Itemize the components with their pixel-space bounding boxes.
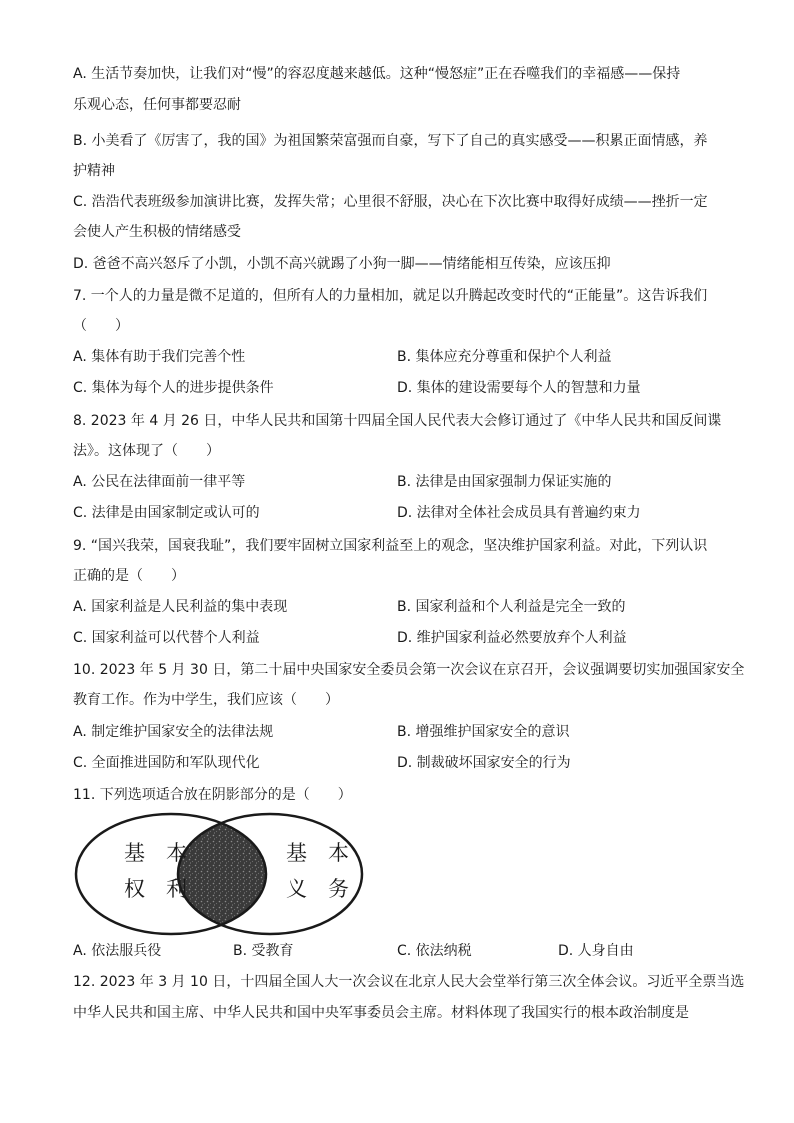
- q10-option-d: D. 制裁破坏国家安全的行为: [397, 755, 571, 771]
- q7-option-b: B. 集体应充分尊重和保护个人利益: [397, 349, 612, 365]
- q10-stem-line1: 10. 2023 年 5 月 30 日，第二十届中央国家安全委员会第一次会议在京召开，会议强调要切实加强国家安全: [73, 662, 745, 678]
- q8-option-a: A. 公民在法律面前一律平等: [73, 474, 246, 490]
- q11-option-c: C. 依法纳税: [397, 943, 472, 959]
- q6-option-b-line1: B. 小美看了《厉害了，我的国》为祖国繁荣富强而自豪，写下了自己的真实感受——积累正面情感，养: [73, 133, 708, 149]
- q7-stem-line1: 7. 一个人的力量是微不足道的，但所有人的力量相加，就足以升腾起改变时代的“正能量”。这告诉我们: [73, 288, 708, 304]
- q11-option-b: B. 受教育: [233, 943, 294, 959]
- venn-right-bottom-label: 义 务: [286, 877, 349, 901]
- venn-left-top-label: 基 本: [124, 841, 187, 865]
- q8-option-b: B. 法律是由国家强制力保证实施的: [397, 474, 612, 490]
- q6-option-a-line2: 乐观心态，任何事都要忍耐: [73, 97, 241, 113]
- q8-stem-line2: 法》。这体现了（ ）: [73, 443, 220, 459]
- venn-right-top-label: 基 本: [286, 841, 349, 865]
- q7-option-a: A. 集体有助于我们完善个性: [73, 349, 246, 365]
- q8-option-d: D. 法律对全体社会成员具有普遍约束力: [397, 505, 641, 521]
- q8-option-c: C. 法律是由国家制定或认可的: [73, 505, 260, 521]
- q11-option-a: A. 依法服兵役: [73, 943, 162, 959]
- q9-stem-line1: 9. “国兴我荣，国衰我耻”，我们要牢固树立国家利益至上的观念，坚决维护国家利益。对此，下列认识: [73, 538, 708, 554]
- q11-stem: 11. 下列选项适合放在阴影部分的是（ ）: [73, 787, 352, 803]
- q6-option-b-line2: 护精神: [73, 163, 115, 179]
- q9-option-c: C. 国家利益可以代替个人利益: [73, 630, 260, 646]
- q6-option-c-line2: 会使人产生积极的情绪感受: [73, 224, 241, 240]
- q6-option-d: D. 爸爸不高兴怒斥了小凯，小凯不高兴就踢了小狗一脚——情绪能相互传染，应该压抑: [73, 256, 611, 272]
- q7-option-c: C. 集体为每个人的进步提供条件: [73, 380, 274, 396]
- q7-stem-line2: （ ）: [73, 318, 129, 334]
- q6-option-c-line1: C. 浩浩代表班级参加演讲比赛，发挥失常；心里很不舒服，决心在下次比赛中取得好成绩——挫折一定: [73, 194, 708, 210]
- q11-option-d: D. 人身自由: [558, 943, 634, 959]
- q9-option-b: B. 国家利益和个人利益是完全一致的: [397, 599, 626, 615]
- q9-option-a: A. 国家利益是人民利益的集中表现: [73, 599, 288, 615]
- q10-option-c: C. 全面推进国防和军队现代化: [73, 755, 260, 771]
- q6-option-a-line1: A. 生活节奏加快，让我们对“慢”的容忍度越来越低。这种“慢怒症”正在吞噬我们的幸福感——保持: [73, 66, 681, 82]
- q10-option-b: B. 增强维护国家安全的意识: [397, 724, 570, 740]
- q12-stem-line2: 中华人民共和国主席、中华人民共和国中央军事委员会主席。材料体现了我国实行的根本政治制度是: [73, 1005, 689, 1021]
- q7-option-d: D. 集体的建设需要每个人的智慧和力量: [397, 380, 641, 396]
- q12-stem-line1: 12. 2023 年 3 月 10 日，十四届全国人大一次会议在北京人民大会堂举行第三次全体会议。习近平全票当选: [73, 974, 745, 990]
- q9-option-d: D. 维护国家利益必然要放弃个人利益: [397, 630, 627, 646]
- q10-stem-line2: 教育工作。作为中学生，我们应该（ ）: [73, 692, 339, 708]
- q8-stem-line1: 8. 2023 年 4 月 26 日，中华人民共和国第十四届全国人民代表大会修订通过了《中华人民共和国反间谍: [73, 413, 722, 429]
- venn-diagram: [74, 810, 394, 938]
- q9-stem-line2: 正确的是（ ）: [73, 568, 185, 584]
- venn-left-bottom-label: 权 利: [124, 877, 187, 901]
- q10-option-a: A. 制定维护国家安全的法律法规: [73, 724, 274, 740]
